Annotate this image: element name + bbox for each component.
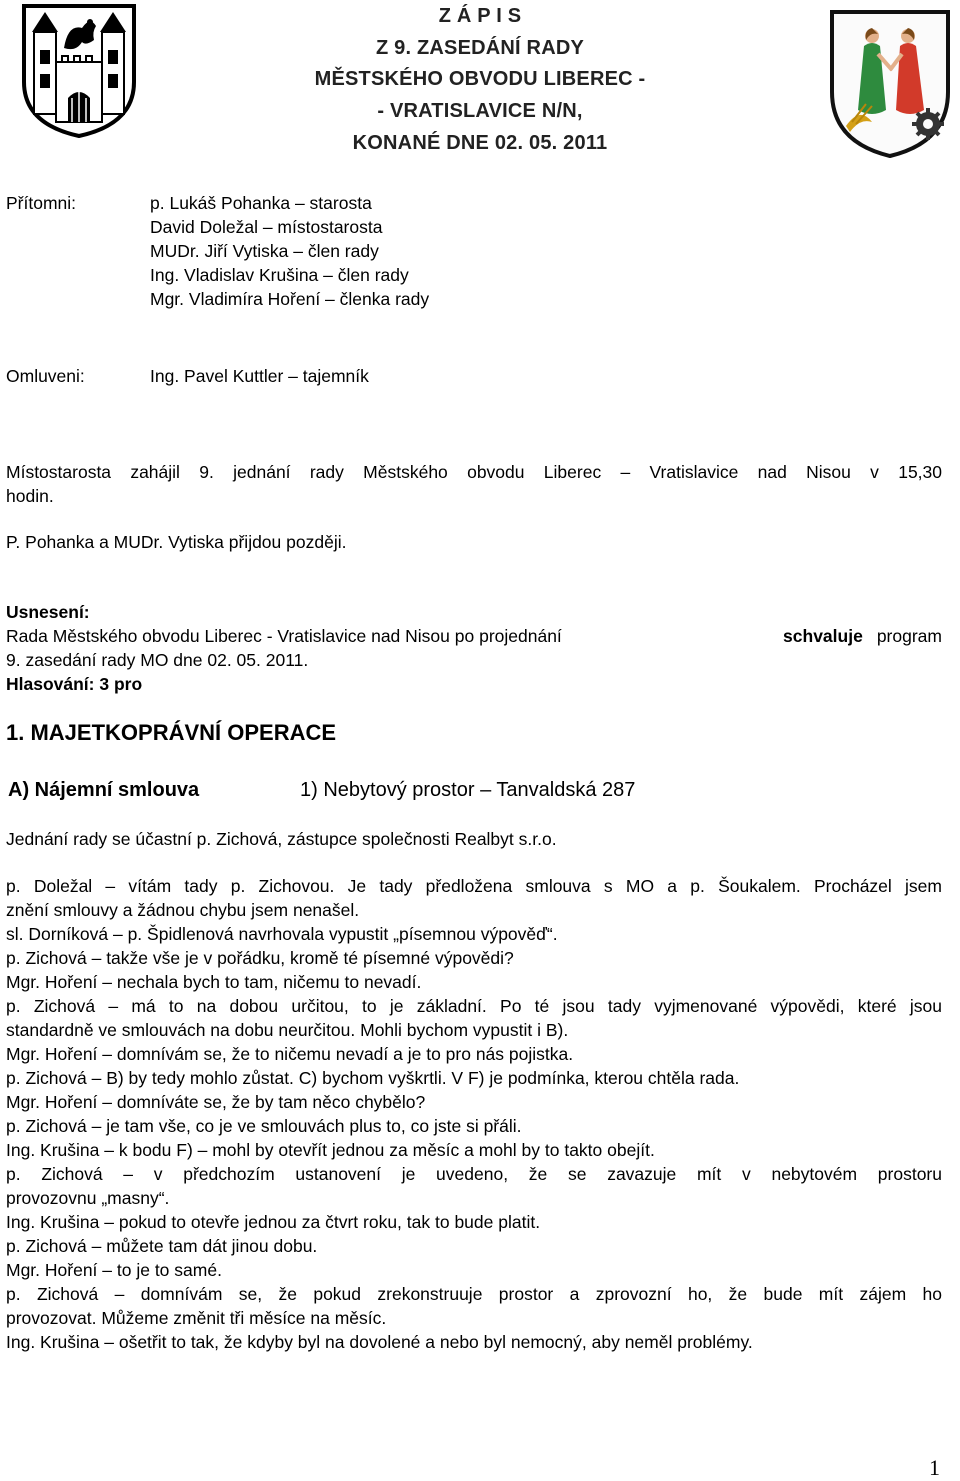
title-line-2: Z 9. ZASEDÁNÍ RADY — [375, 37, 585, 59]
discussion-line: Ing. Krušina – k bodu F) – mohl by otevřít jednou za měsíc a mohl by to takto obejít. — [6, 1140, 655, 1160]
present-member: David Doležal – místostarosta — [150, 217, 383, 237]
discussion-line: p. Zichová – domnívám se, že pokud zrekonstruuje prostor a zprovozní ho, že bude mít zájem ho — [6, 1284, 942, 1304]
discussion-line: Ing. Krušina – pokud to otevře jednou za čtvrt roku, tak to bude platit. — [6, 1212, 541, 1232]
discussion-line: p. Zichová – můžete tam dát jinou dobu. — [6, 1236, 318, 1256]
discussion-line: p. Zichová – má to na dobou určitou, to je základní. Po té jsou tady vyjmenované výpovědi, které jsou — [6, 996, 942, 1016]
discussion-line: p. Doležal – vítám tady p. Zichovou. Je tady předložena smlouva s MO a p. Šoukalem. Procházel jsem — [6, 876, 942, 896]
present-label: Přítomni: — [6, 193, 77, 213]
resolution-verb: schvaluje — [783, 626, 863, 646]
resolution-label: Usnesení: — [6, 602, 90, 622]
discussion-line: Mgr. Hoření – to je to samé. — [6, 1260, 222, 1280]
discussion — [6, 874, 942, 1354]
discussion-line: provozovnu „masny“. — [6, 1188, 170, 1208]
vratislavice-coat-of-arms-icon — [826, 6, 954, 162]
discussion-line: Mgr. Hoření – domníváte se, že by tam něco chybělo? — [6, 1092, 426, 1112]
title-line-3: MĚSTSKÉHO OBVODU LIBEREC - — [314, 68, 646, 90]
discussion-line: p. Zichová – v předchozím ustanovení je uvedeno, že se zavazuje mít v nebytovém prostoru — [6, 1164, 942, 1184]
excused-label: Omluveni: — [6, 366, 85, 386]
discussion-line: znění smlouvy a žádnou chybu jsem nenašel. — [6, 900, 360, 920]
present-member: Ing. Vladislav Krušina – člen rady — [150, 265, 409, 285]
liberec-coat-of-arms-icon — [20, 2, 138, 140]
present-member: Mgr. Vladimíra Hoření – členka rady — [150, 289, 430, 309]
discussion-line: sl. Dorníková – p. Špidlenová navrhovala vypustit „písemnou výpověď“. — [6, 924, 558, 944]
resolution-text-start: Rada Městského obvodu Liberec - Vratislavice nad Nisou po projednání — [6, 626, 562, 646]
discussion-line: standardně ve smlouvách na dobu neurčitou. Mohli bychom vypustit i B). — [6, 1020, 569, 1040]
excused-member: Ing. Pavel Kuttler – tajemník — [150, 366, 369, 386]
present-member: MUDr. Jiří Vytiska – člen rady — [150, 241, 379, 261]
discussion-line: Mgr. Hoření – domnívám se, že to ničemu nevadí a je to pro nás pojistka. — [6, 1044, 574, 1064]
discussion-line: Ing. Krušina – ošetřit to tak, že kdyby byl na dovolené a nebo byl nemocný, aby neměl problémy. — [6, 1332, 753, 1352]
subsection-label: A) Nájemní smlouva — [8, 779, 200, 801]
present-member: p. Lukáš Pohanka – starosta — [150, 193, 372, 213]
title-line-4: - VRATISLAVICE N/N, — [377, 100, 583, 122]
resolution-text — [6, 624, 942, 648]
participation-note: Jednání rady se účastní p. Zichová, zástupce společnosti Realbyt s.r.o. — [6, 829, 557, 849]
discussion-line: p. Zichová – je tam vše, co je ve smlouvách plus to, co jste si přáli. — [6, 1116, 522, 1136]
title-line-1: Z Á P I S — [438, 5, 522, 27]
discussion-line: Mgr. Hoření – nechala bych to tam, ničemu to nevadí. — [6, 972, 422, 992]
page-number: 1 — [929, 1455, 940, 1480]
intro-line: hodin. — [6, 486, 54, 506]
discussion-line: provozovat. Můžeme změnit tři měsíce na měsíc. — [6, 1308, 387, 1328]
intro-line: Místostarosta zahájil 9. jednání rady Městského obvodu Liberec – Vratislavice nad Nisou v 15,30 — [6, 462, 942, 482]
vote-result: Hlasování: 3 pro — [6, 674, 143, 694]
subsection-item: 1) Nebytový prostor – Tanvaldská 287 — [300, 779, 636, 801]
title-line-5: KONANÉ DNE 02. 05. 2011 — [352, 132, 608, 154]
resolution-text-line2: 9. zasedání rady MO dne 02. 05. 2011. — [6, 650, 309, 670]
resolution-text-end: program — [876, 626, 942, 646]
section-heading: 1. MAJETKOPRÁVNÍ OPERACE — [6, 720, 337, 745]
late-note: P. Pohanka a MUDr. Vytiska přijdou později. — [6, 532, 347, 552]
discussion-line: p. Zichová – B) by tedy mohlo zůstat. C) bychom vyškrtli. V F) je podmínka, kterou chtěla rada. — [6, 1068, 740, 1088]
discussion-line: p. Zichová – takže vše je v pořádku, kromě té písemné výpovědi? — [6, 948, 514, 968]
